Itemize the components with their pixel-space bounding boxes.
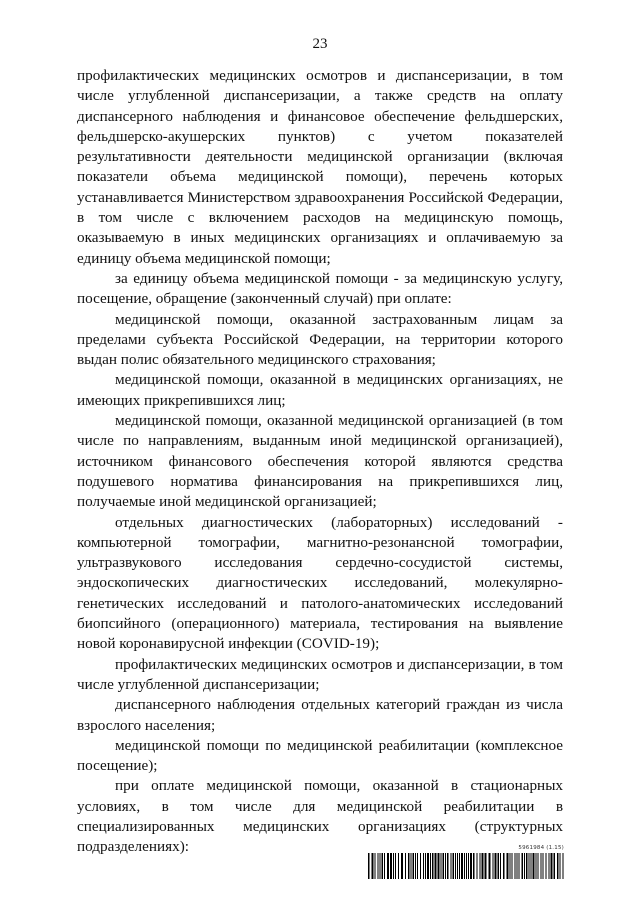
paragraph-5: медицинской помощи, оказанной медицинской организацией (в том числе по направлениям, выданным иной медицинской организацией), источником финансового обеспечения которой являются средства подушевого норматива финансирования на прикрепившихся лиц, получаемые иной медицинской организацией; — [77, 412, 563, 511]
paragraph-10: при оплате медицинской помощи, оказанной в стационарных условиях, в том числе для медицинской реабилитации в специализированных медицинских организациях (структурных подразделениях): — [77, 777, 563, 856]
paragraph-7: профилактических медицинских осмотров и диспансеризации, в том числе углубленной диспансеризации; — [77, 655, 563, 693]
paragraph-1: профилактических медицинских осмотров и диспансеризации, в том числе углубленной диспансеризации, а также средств на оплату диспансерного наблюдения и финансовое обеспечение фельдшерских, фельдшерско-акушерских пунктов) с учетом показателей результативности деятельности медицинской организации (включая показатели объема медицинской помощи), перечень которых устанавливается Министерством здравоохранения Российской Федерации, в том числе с включением расходов на медицинскую помощь, оказываемую в иных медицинских организациях и оплачиваемую за единицу объема медицинской помощи; — [77, 67, 563, 267]
document-code: 5961984 (1.15) — [518, 845, 564, 851]
paragraph-8: диспансерного наблюдения отдельных категорий граждан из числа взрослого населения; — [77, 696, 563, 734]
paragraph-3: медицинской помощи, оказанной застрахованным лицам за пределами субъекта Российской Федерации, на территории которого выдан полис обязательного медицинского страхования; — [77, 310, 563, 369]
page-number: 23 — [312, 36, 328, 52]
barcode-icon — [368, 853, 564, 879]
paragraph-6: отдельных диагностических (лабораторных) исследований - компьютерной томографии, магнитно-резонансной томографии, ультразвукового исследования сердечно-сосудистой системы, эндоскопических диагностических исследований, молекулярно-генетических исследований и патолого-анатомических исследований биопсийного (операционного) материала, тестирования на выявление новой коронавирусной инфекции (COVID-19); — [77, 513, 563, 653]
paragraph-2: за единицу объема медицинской помощи - за медицинскую услугу, посещение, обращение (законченный случай) при оплате: — [77, 269, 563, 308]
paragraph-9: медицинской помощи по медицинской реабилитации (комплексное посещение); — [77, 736, 563, 775]
document-body — [77, 66, 563, 858]
paragraph-4: медицинской помощи, оказанной в медицинских организациях, не имеющих прикрепившихся лиц; — [77, 371, 563, 409]
document-footer — [368, 845, 564, 879]
